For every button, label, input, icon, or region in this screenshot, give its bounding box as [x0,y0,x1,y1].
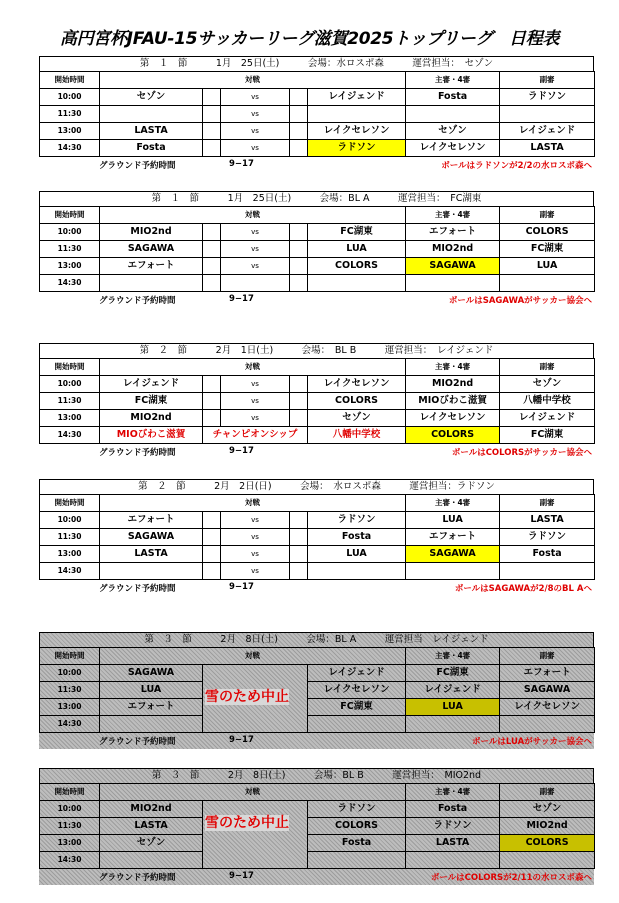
away-team: FC湖東 [308,699,406,716]
assistant-referee [500,563,595,580]
referee [406,275,500,292]
assistant-referee: LUA [500,258,595,275]
schedule-section-round3-bla-cancelled [39,632,594,749]
assistant-referee: ラドソン [500,529,595,546]
table-row [40,546,595,563]
vs-label: vs [221,224,290,241]
schedule-table [39,494,595,580]
start-time: 13:00 [40,835,100,852]
assistant-referee: セゾン [500,801,595,818]
ground-time-label: グラウンド予約時間 [99,737,176,747]
schedule-table [39,647,595,733]
assistant-referee: SAGAWA [500,682,595,699]
referee: レイクセレソン [406,410,500,427]
col-match: 対戦 [100,784,406,801]
start-time: 11:30 [40,818,100,835]
home-team [100,563,203,580]
assistant-referee: レイクセレソン [500,699,595,716]
start-time: 13:00 [40,258,100,275]
table-row [40,89,595,106]
table-row [40,224,595,241]
table-row [40,512,595,529]
away-team: レイクセレソン [308,376,406,393]
away-team: セゾン [308,410,406,427]
referee: レイジェンド [406,682,500,699]
schedule-table [39,358,595,444]
col-start-time: 開始時間 [40,359,100,376]
away-team: レイジェンド [308,665,406,682]
assistant-referee: COLORS [500,835,595,852]
ground-time: 9−17 [229,735,254,745]
home-team [100,106,203,123]
away-team: レイジェンド [308,89,406,106]
referee: SAGAWA [406,258,500,275]
home-team: セゾン [100,835,203,852]
cancel-cell [203,801,308,869]
away-team [308,716,406,733]
ground-time: 9−17 [229,159,254,169]
column-header-row [40,648,595,665]
ground-time: 9−17 [229,871,254,881]
section-header: 第 ２ 節 2月 1日(土) 会場： BL B 運営担当： レイジェンド [39,343,594,359]
table-row [40,140,595,157]
assistant-referee [500,275,595,292]
table-row [40,852,595,869]
table-row [40,410,595,427]
start-time: 11:30 [40,529,100,546]
home-team [100,716,203,733]
ground-time: 9−17 [229,582,254,592]
away-team [308,852,406,869]
away-team: ラドソン [308,801,406,818]
section-footer [39,157,594,173]
referee: MIO2nd [406,376,500,393]
away-team: レイクセレソン [308,123,406,140]
vs-label: vs [221,241,290,258]
section-footer [39,292,594,308]
away-team: COLORS [308,258,406,275]
col-assistant: 副審 [500,72,595,89]
assistant-referee: レイジェンド [500,410,595,427]
col-referee: 主審・4審 [406,359,500,376]
home-team: エフォート [100,699,203,716]
assistant-referee: セゾン [500,376,595,393]
table-row [40,682,595,699]
col-match: 対戦 [100,648,406,665]
home-team: MIOびわこ滋賀 [100,427,203,444]
referee: エフォート [406,529,500,546]
referee: FC湖東 [406,665,500,682]
home-team: Fosta [100,140,203,157]
ball-note: ボールはCOLORSが2/11の水ロスポ森へ [430,873,592,883]
schedule-table [39,206,595,292]
vs-label: vs [221,123,290,140]
ball-note: ボールはCOLORSがサッカー協会へ [451,448,592,458]
column-header-row [40,784,595,801]
referee: セゾン [406,123,500,140]
start-time: 14:30 [40,140,100,157]
start-time: 10:00 [40,376,100,393]
column-header-row [40,359,595,376]
start-time: 10:00 [40,512,100,529]
ball-note: ボールはSAGAWAが2/8のBL Aへ [454,584,592,594]
referee: LUA [406,699,500,716]
home-team: エフォート [100,512,203,529]
col-match: 対戦 [100,495,406,512]
away-team: COLORS [308,393,406,410]
assistant-referee: レイジェンド [500,123,595,140]
assistant-referee: FC湖東 [500,427,595,444]
col-assistant: 副審 [500,495,595,512]
ground-time: 9−17 [229,294,254,304]
referee: Fosta [406,89,500,106]
col-start-time: 開始時間 [40,207,100,224]
section-header: 第 ３ 節 2月 8日(土) 会場：BL A 運営担当 レイジェンド [39,632,594,648]
page-title: 高円宮杯JFAU-15サッカーリーグ滋賀2025トップリーグ 日程表 [59,29,560,49]
home-team: エフォート [100,258,203,275]
away-team: LUA [308,241,406,258]
col-start-time: 開始時間 [40,784,100,801]
section-header: 第 １ 節 1月 25日(土) 会場：水ロスポ森 運営担当： セゾン [39,56,594,72]
referee: MIO2nd [406,241,500,258]
col-assistant: 副審 [500,207,595,224]
ball-note: ボールはSAGAWAがサッカー協会へ [448,296,592,306]
column-header-row [40,72,595,89]
table-row [40,241,595,258]
schedule-section-round2-regend [39,343,594,460]
home-team: SAGAWA [100,529,203,546]
referee [406,852,500,869]
referee: LASTA [406,835,500,852]
col-referee: 主審・4審 [406,72,500,89]
col-start-time: 開始時間 [40,72,100,89]
start-time: 10:00 [40,801,100,818]
col-match: 対戦 [100,207,406,224]
schedule-table [39,71,595,157]
start-time: 13:00 [40,546,100,563]
table-row [40,258,595,275]
home-team: LASTA [100,818,203,835]
assistant-referee: FC湖東 [500,241,595,258]
vs-label: vs [221,376,290,393]
start-time: 11:30 [40,241,100,258]
home-team: MIO2nd [100,224,203,241]
col-assistant: 副審 [500,784,595,801]
col-match: 対戦 [100,359,406,376]
vs-label: vs [221,546,290,563]
schedule-table [39,783,595,869]
home-team: レイジェンド [100,376,203,393]
vs-label: vs [221,89,290,106]
referee: ラドソン [406,818,500,835]
table-row [40,665,595,682]
referee: レイクセレソン [406,140,500,157]
referee [406,716,500,733]
start-time: 10:00 [40,224,100,241]
cancel-cell [203,665,308,733]
table-row [40,801,595,818]
start-time: 10:00 [40,665,100,682]
table-row [40,699,595,716]
referee: Fosta [406,801,500,818]
referee [406,106,500,123]
referee: LUA [406,512,500,529]
away-team [308,275,406,292]
col-start-time: 開始時間 [40,648,100,665]
col-start-time: 開始時間 [40,495,100,512]
vs-label: vs [221,410,290,427]
ground-time: 9−17 [229,446,254,456]
table-row [40,427,595,444]
referee: SAGAWA [406,546,500,563]
table-row [40,123,595,140]
section-header: 第 １ 節 1月 25日(土) 会場：BL A 運営担当： FC湖東 [39,191,594,207]
ground-time-label: グラウンド予約時間 [99,296,176,306]
home-team: SAGAWA [100,665,203,682]
away-team [308,106,406,123]
section-footer [39,580,594,596]
away-team: ラドソン [308,140,406,157]
col-referee: 主審・4審 [406,648,500,665]
home-team: LUA [100,682,203,699]
assistant-referee [500,716,595,733]
away-team: ラドソン [308,512,406,529]
ground-time-label: グラウンド予約時間 [99,873,176,883]
column-header-row [40,495,595,512]
table-row [40,563,595,580]
home-team: SAGAWA [100,241,203,258]
start-time: 13:00 [40,699,100,716]
start-time: 11:30 [40,393,100,410]
table-row [40,529,595,546]
table-row [40,835,595,852]
start-time: 14:30 [40,716,100,733]
table-row [40,393,595,410]
assistant-referee: 八幡中学校 [500,393,595,410]
assistant-referee [500,106,595,123]
assistant-referee: LASTA [500,512,595,529]
home-team: LASTA [100,546,203,563]
table-row [40,818,595,835]
schedule-section-round3-blb-cancelled [39,768,594,885]
start-time: 14:30 [40,275,100,292]
home-team: MIO2nd [100,410,203,427]
col-assistant: 副審 [500,359,595,376]
vs-label: vs [221,140,290,157]
column-header-row [40,207,595,224]
col-assistant: 副審 [500,648,595,665]
schedule-section-round1-saison [39,56,594,173]
col-referee: 主審・4審 [406,495,500,512]
home-team: セゾン [100,89,203,106]
start-time: 13:00 [40,123,100,140]
away-team: 八幡中学校 [308,427,406,444]
assistant-referee: COLORS [500,224,595,241]
section-footer [39,869,594,885]
away-team: COLORS [308,818,406,835]
start-time: 13:00 [40,410,100,427]
table-row [40,275,595,292]
table-row [40,376,595,393]
referee [406,563,500,580]
ball-note: ボールはラドソンが2/2の水ロスポ森へ [441,161,592,171]
home-team: FC湖東 [100,393,203,410]
schedule-section-round1-fc-koto [39,191,594,308]
start-time: 10:00 [40,89,100,106]
start-time: 14:30 [40,427,100,444]
away-team: LUA [308,546,406,563]
table-row [40,106,595,123]
away-team [308,563,406,580]
vs-label: vs [221,258,290,275]
section-footer [39,733,594,749]
referee: エフォート [406,224,500,241]
home-team [100,275,203,292]
assistant-referee: MIO2nd [500,818,595,835]
home-team: LASTA [100,123,203,140]
ball-note: ボールはLUAがサッカー協会へ [472,737,592,747]
ground-time-label: グラウンド予約時間 [99,161,176,171]
section-header: 第 ２ 節 2月 2日(日) 会場： 水ロスポ森 運営担当：ラドソン [39,479,594,495]
vs-label [221,275,290,292]
cancel-notice: 雪のため中止 [205,689,289,705]
away-team: FC湖東 [308,224,406,241]
start-time: 11:30 [40,106,100,123]
cancel-notice: 雪のため中止 [205,815,289,831]
start-time: 14:30 [40,563,100,580]
away-team: Fosta [308,835,406,852]
home-team: MIO2nd [100,801,203,818]
col-match: 対戦 [100,72,406,89]
assistant-referee: ラドソン [500,89,595,106]
table-row [40,716,595,733]
referee: MIOびわこ滋賀 [406,393,500,410]
vs-label: vs [221,106,290,123]
start-time: 11:30 [40,682,100,699]
assistant-referee: エフォート [500,665,595,682]
vs-label: vs [221,563,290,580]
ground-time-label: グラウンド予約時間 [99,448,176,458]
section-footer [39,444,594,460]
assistant-referee [500,852,595,869]
home-team [100,852,203,869]
col-referee: 主審・4審 [406,207,500,224]
away-team: Fosta [308,529,406,546]
vs-label: vs [221,393,290,410]
start-time: 14:30 [40,852,100,869]
section-header: 第 ３ 節 2月 8日(土) 会場：BL B 運営担当： MIO2nd [39,768,594,784]
away-team: レイクセレソン [308,682,406,699]
championship-label: チャンピオンシップ [203,427,308,444]
ground-time-label: グラウンド予約時間 [99,584,176,594]
assistant-referee: LASTA [500,140,595,157]
referee: COLORS [406,427,500,444]
vs-label: vs [221,512,290,529]
assistant-referee: Fosta [500,546,595,563]
vs-label: vs [221,529,290,546]
col-referee: 主審・4審 [406,784,500,801]
schedule-section-round2-radson [39,479,594,596]
